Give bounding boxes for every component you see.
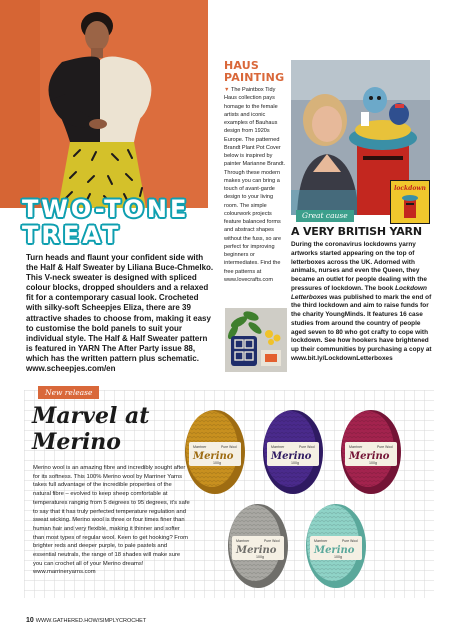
haus-body-text bbox=[224, 86, 288, 284]
lead-body-text: Turn heads and flaunt your confident side with the Half & Half Sweater by Liliana Buce-Chmelko. This V-neck sweater is designed with spliced colour blocks, dropped shoulders and a relaxed fit for a contemporary casual look. Crocheted with silky-soft Scheepjes Eliza, there are 39 attractive shades to choose from, making it easy to customise the bold panels to suit your individual style. The Half & Half Sweater pattern is featured in YARN The After Party issue 88, which has the written pattern plus schematic. www.scheepjes.com/en bbox=[26, 253, 214, 374]
yarn-body-part-1: During the coronavirus lockdowns yarny artworks started appearing on the top of letterboxes across the UK. Adorned with animals, nurses and even the Queen, they became an outlet for people dealing with the pressures of lockdown. The book bbox=[291, 241, 427, 292]
ball-sub-text: Pure Wool bbox=[264, 539, 280, 543]
merino-title bbox=[32, 403, 192, 455]
book-title: Lockdown Letterboxes bbox=[291, 284, 427, 301]
footer-url: WWW.GATHERED.HOW/SIMPLYCROCHET bbox=[35, 618, 147, 624]
ball-label-text: Merino bbox=[271, 451, 312, 462]
book-cover-title: lockdown bbox=[394, 185, 426, 192]
new-release-badge: New release bbox=[38, 386, 99, 399]
ball-label-text: Merino bbox=[314, 545, 355, 556]
book-cover-letterbox-icon bbox=[391, 194, 429, 220]
lockdown-book-cover bbox=[390, 180, 430, 224]
yarn-ball-grey bbox=[228, 504, 288, 588]
british-yarn-body bbox=[291, 241, 433, 364]
yarn-ball-raspberry bbox=[341, 410, 401, 494]
ball-sub-text: Pure Wool bbox=[342, 539, 358, 543]
british-yarn-title: A VERY BRITISH YARN bbox=[291, 225, 422, 238]
haus-title-line-1: HAUS bbox=[224, 59, 260, 72]
ball-label-text: Merino bbox=[193, 451, 234, 462]
ball-label-text: Merino bbox=[236, 545, 277, 556]
ball-brand-text: Marriner bbox=[314, 539, 328, 543]
page-number: 10 bbox=[26, 617, 34, 624]
haus-body-copy: The Paintbox Tidy Haus collection pays homage to the female artists and iconic examples of Bauhaus design from 1920s Europe. The patterned Brandt Plant Pot Cover below is inspired by painter Marianne Brandt. Through these modern makes you can bring a touch of avant-garde design to your living room. The simple colourwork projects feature balanced forms and abstract shapes without the fuss, so are perfect for improving beginners or intermediates. Find the free patterns at www.lovecrafts.com bbox=[224, 87, 286, 283]
merino-body-text: Merino wool is an amazing fibre and incredibly sought after for its softness. This 100% Merino wool by Marriner Yarns takes full advantage of the incredible properties of the natural fibre – evolved to keep sheep comfortable at temperatures ranging from 5 degrees to 95 degrees, it's safe to say that it has truly perfected temperature regulation and sweat wicking. Merino wool is three or four times finer than human hair and very flexible, making it thinner and softer than most types of regular wool. Keen to get hooking? From brighter reds and deeper purple, to pale pastels and essential neutrals, the range of 18 shades will make sure you can crochet all of your Merino dreams! www.marrineryarns.com bbox=[33, 465, 190, 576]
merino-title-line-2: Merino bbox=[32, 429, 121, 455]
triangle-marker-icon: ▼ bbox=[224, 87, 230, 93]
hero-photo bbox=[0, 0, 208, 208]
ball-weight-text: 100g bbox=[213, 461, 221, 465]
haus-title-line-2: PAINTING bbox=[224, 71, 285, 84]
haus-painting-title bbox=[224, 60, 286, 84]
ball-brand-text: Marriner bbox=[193, 445, 207, 449]
ball-weight-text: 100g bbox=[256, 555, 264, 559]
yarn-ball-mustard bbox=[185, 410, 245, 494]
plant-pot-photo bbox=[225, 308, 287, 372]
title-line-2: TREAT bbox=[22, 221, 122, 249]
ball-weight-text: 100g bbox=[291, 461, 299, 465]
ball-label-text: Merino bbox=[349, 451, 390, 462]
great-cause-badge: Great cause bbox=[296, 210, 354, 222]
yarn-body-part-2: was published to mark the end of the third lockdown and aim to raise funds for the charity YoungMinds. It features 16 case studies from around the country of people aged seven to 80 who got crafty to cope with lockdown. See how hookers have brightened up their communities by purchasing a copy at www.bit.ly/LockdownLetterboxes bbox=[291, 293, 432, 362]
model-photo-illustration bbox=[0, 0, 208, 208]
ball-sub-text: Pure Wool bbox=[377, 445, 393, 449]
ball-brand-text: Marriner bbox=[271, 445, 285, 449]
ball-weight-text: 100g bbox=[334, 555, 342, 559]
yarn-ball-mint bbox=[306, 504, 366, 588]
plant-pot-illustration bbox=[225, 308, 287, 372]
two-tone-title bbox=[22, 196, 212, 248]
ball-brand-text: Marriner bbox=[349, 445, 363, 449]
merino-title-line-1: Marvel at bbox=[32, 403, 150, 429]
yarn-ball-group bbox=[180, 400, 430, 600]
ball-weight-text: 100g bbox=[369, 461, 377, 465]
ball-sub-text: Pure Wool bbox=[299, 445, 315, 449]
ball-sub-text: Pure Wool bbox=[221, 445, 237, 449]
page-footer bbox=[26, 617, 326, 624]
title-line-1: TWO-TONE bbox=[22, 195, 190, 223]
yarn-ball-purple bbox=[263, 410, 323, 494]
ball-brand-text: Marriner bbox=[236, 539, 250, 543]
